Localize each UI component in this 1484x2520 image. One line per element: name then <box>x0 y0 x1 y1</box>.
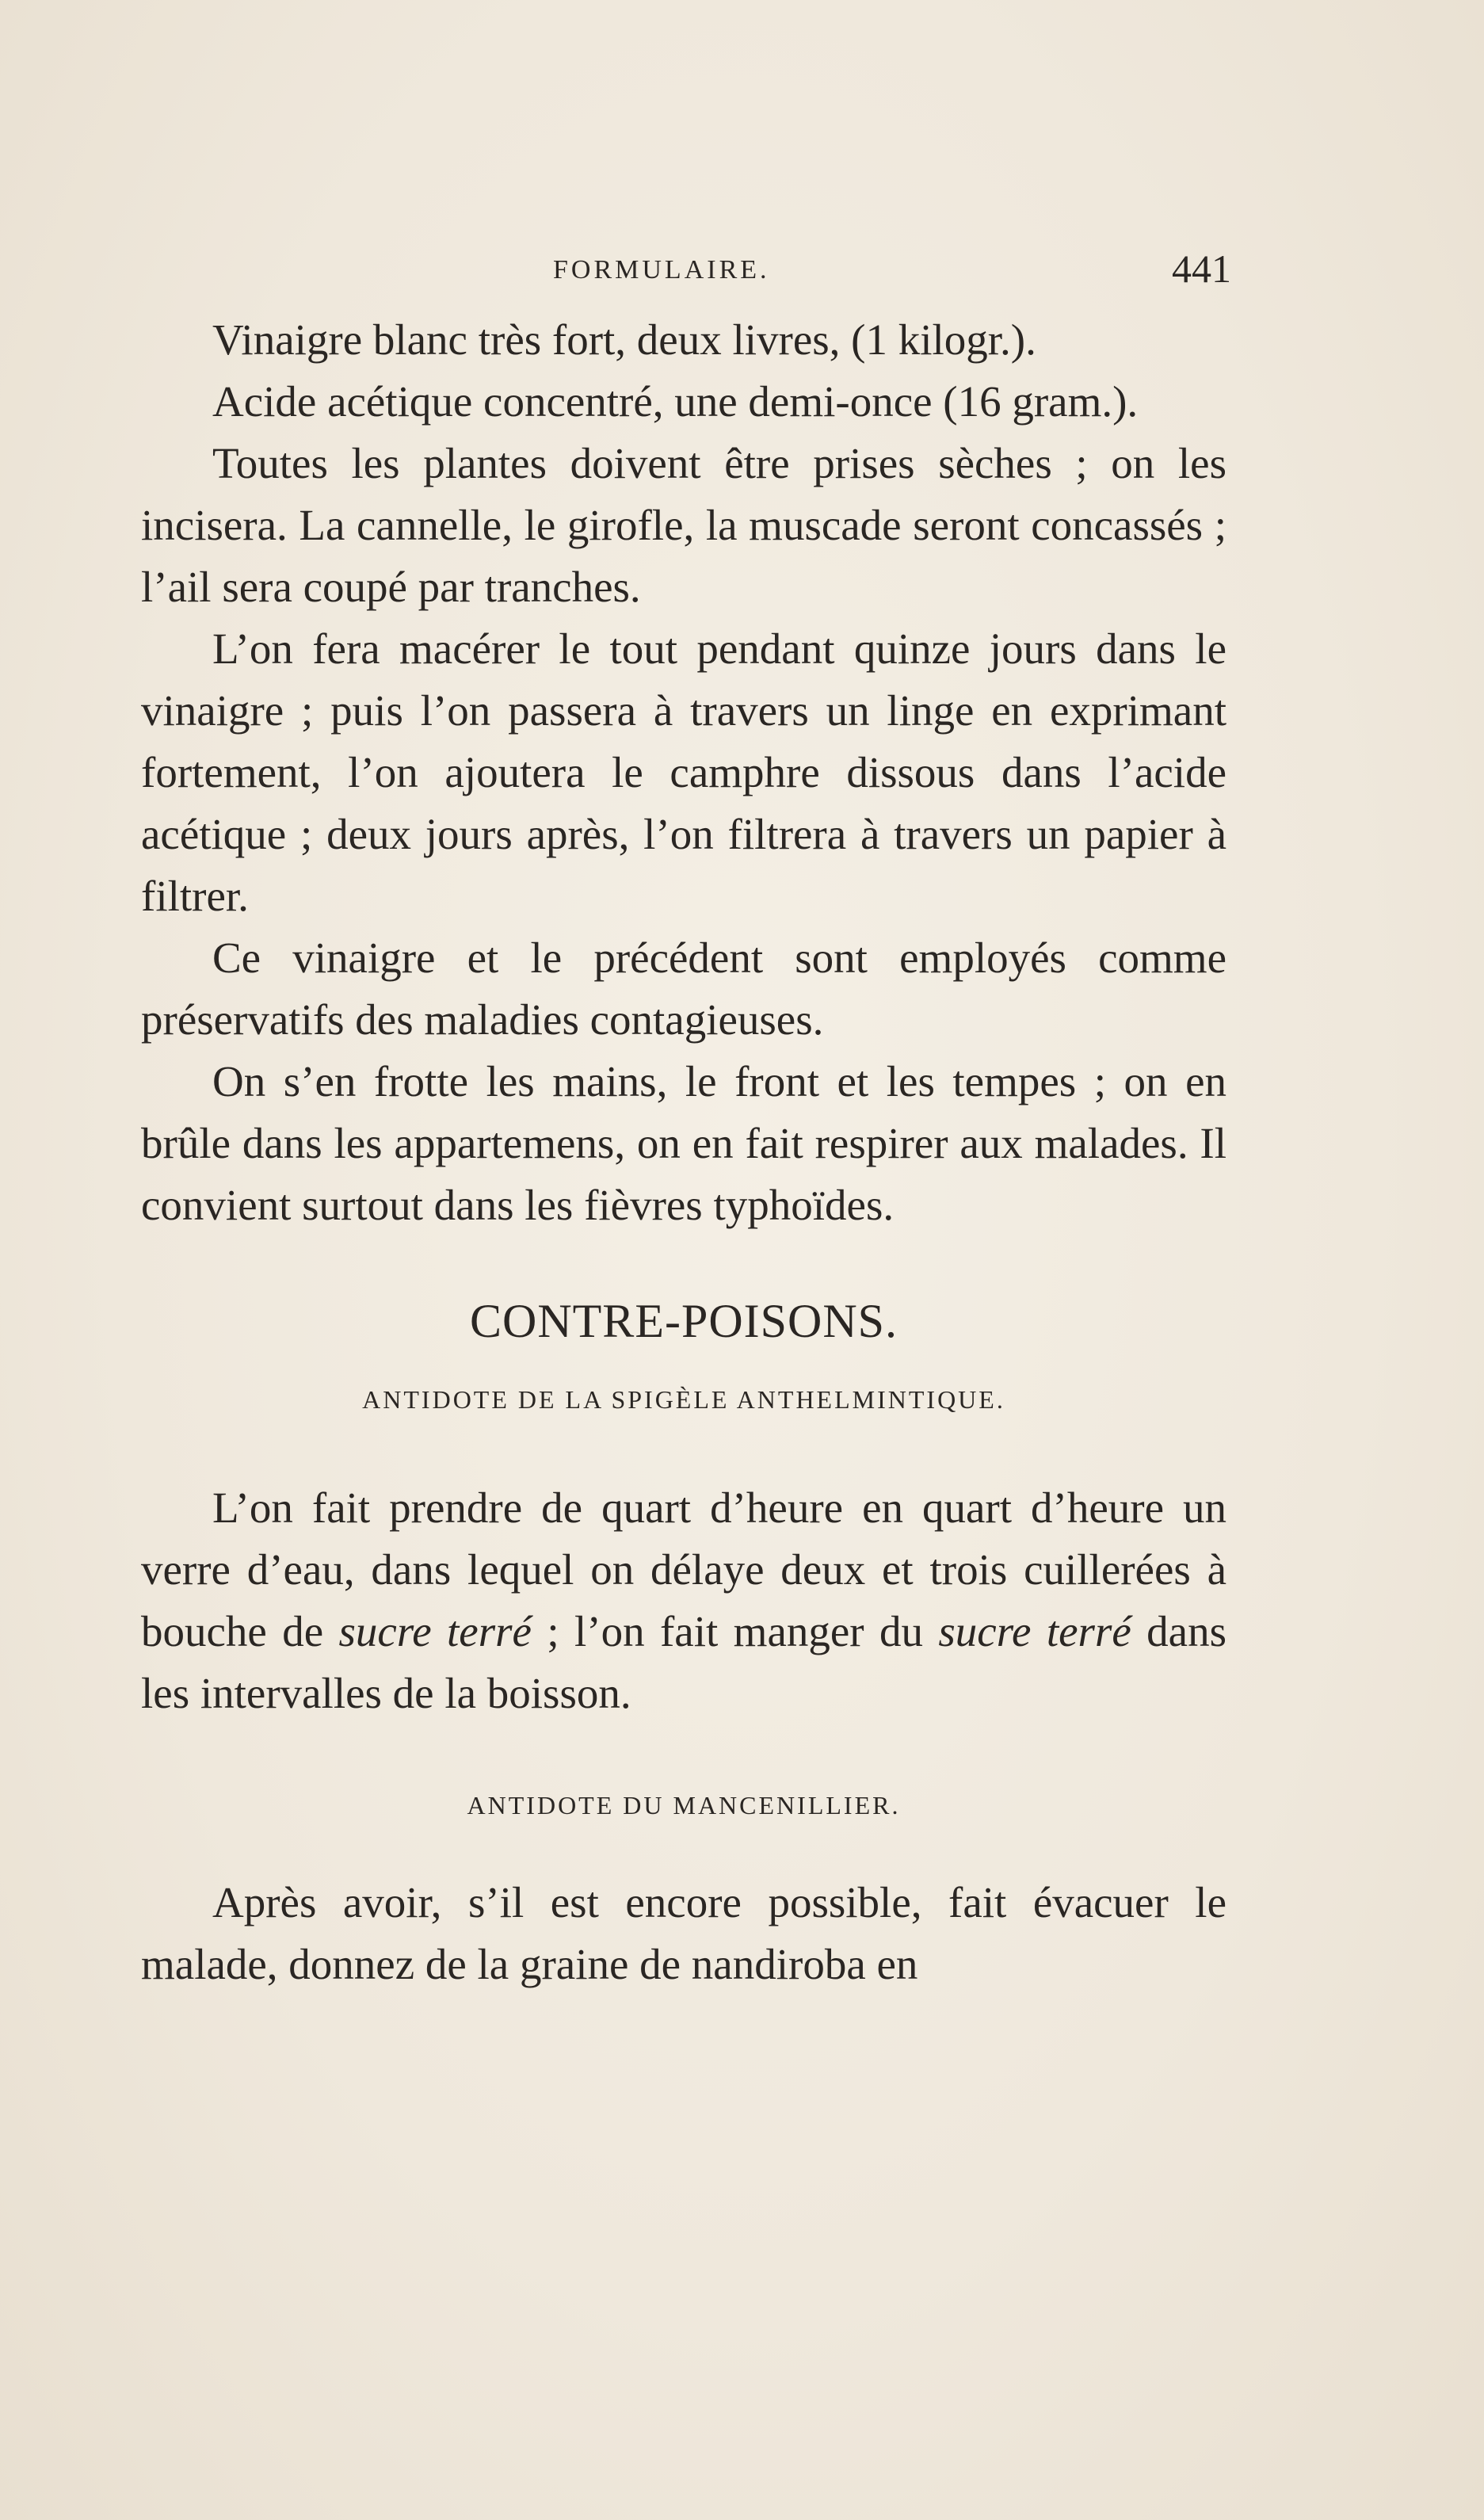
text-run: dans les intervalles de la boisson. <box>141 1607 1226 1717</box>
running-head-title: FORMULAIRE. <box>553 255 770 284</box>
running-head <box>141 238 1231 309</box>
subheading: ANTIDOTE DE LA SPIGÈLE ANTHELMINTIQUE. <box>362 1385 1005 1414</box>
paragraph: Acide acétique concentré, une demi-once (16 gram.). <box>212 377 1139 426</box>
page-number: 441 <box>1172 246 1231 291</box>
section-body <box>141 1477 1226 1724</box>
text-run: L’on fait prendre de quart d’heure en quart d’heure un verre d’eau, dans lequel on délaye deux et trois cuillerées à bouche de <box>141 1483 1226 1655</box>
body-text <box>141 309 1226 1236</box>
subheading: ANTIDOTE DU MANCENILLIER. <box>467 1791 901 1819</box>
italic-term: sucre terré <box>338 1607 532 1655</box>
section-body <box>141 1872 1226 1995</box>
paragraph: Ce vinaigre et le précédent sont employés comme préservatifs des maladies contagieuses. <box>141 934 1226 1044</box>
paragraph: Après avoir, s’il est encore possible, fait évacuer le malade, donnez de la graine de nandiroba en <box>141 1878 1226 1988</box>
italic-term: sucre terré <box>938 1607 1131 1655</box>
paragraph: On s’en frotte les mains, le front et les tempes ; on en brûle dans les appartemens, on en fait respirer aux malades. Il convient surtout dans les fièvres typhoïdes. <box>141 1057 1226 1229</box>
paragraph: Toutes les plantes doivent être prises sèches ; on les incisera. La cannelle, le girofle, la muscade seront concassés ; l’ail sera coupé par tranches. <box>141 439 1226 611</box>
paragraph: L’on fera macérer le tout pendant quinze jours dans le vinaigre ; puis l’on passera à travers un linge en exprimant fortement, l’on ajoutera le camphre dissous dans l’acide acétique ; deux jours après, l’on filtrera à travers un papier à filtrer. <box>141 624 1226 920</box>
text-column <box>141 238 1231 1995</box>
paragraph <box>141 1477 1226 1724</box>
section-title: CONTRE-POISONS. <box>469 1295 898 1347</box>
paragraph: Vinaigre blanc très fort, deux livres, (1 kilogr.). <box>212 315 1036 364</box>
text-run: ; l’on fait manger du <box>531 1607 939 1655</box>
